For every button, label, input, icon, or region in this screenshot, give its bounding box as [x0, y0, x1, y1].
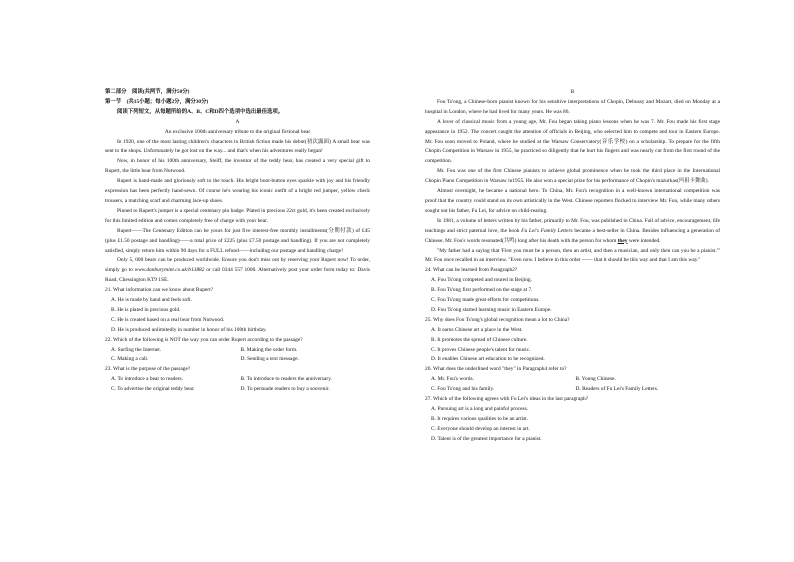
answer-option[interactable]: C. To advertise the original teddy bear. — [111, 386, 195, 393]
question-list — [105, 286, 370, 395]
right-column — [425, 88, 720, 445]
instruction: 阅读下列短文，从每题所给的A、B、C和D四个选项中选出最佳选项。 — [117, 108, 284, 115]
question-stem: 21. What information can we know about Rupert? — [105, 287, 213, 294]
answer-option[interactable]: C. Everyone should develop an interest in art. — [431, 425, 530, 432]
answer-option[interactable]: B. To introduce to readers the anniversary. — [240, 376, 332, 383]
paragraph: Mr. Fou was one of the first Chinese pianists to achieve global prominence when he took the third place in the International Chopin Piano Competition in Warsaw in1955. He also won a special prize for his performance of Chopin's mazurkas(玛祖卡舞曲). — [425, 168, 720, 185]
answer-option[interactable]: D. Sending a text message. — [240, 356, 299, 363]
answer-option[interactable]: D. It enables Chinese art education to be recognized. — [431, 356, 545, 363]
paragraph: Pinned to Rupert's jumper is a special centenary pin badge. Plated in precious 22ct gold, it's been created exclusively for this limited edition and comes completely free of charge with your bear. — [105, 207, 370, 224]
answer-option[interactable]: B. Fou Ts'ong first performed on the stage at 7. — [431, 287, 533, 294]
order-url: www.danburymint.co.uk/b13882 — [134, 267, 205, 274]
paragraph: Rupert——The Centenary Edition can be yours for just five interest-free monthly installments(分期付款) of £45 (plus £1.50 postage and handling)——a total price of £225 (plus £7.50 postage and handling). If you are not completely satisfied, simply return him within 90 days for a FULL refund——including our postage and handling charge! — [105, 227, 370, 254]
paragraph-text: Only 5, 000 bears can be produced worldwide. Ensure you don't miss out by reserving your Rupert now! To order, simply go to — [105, 257, 370, 274]
answer-option[interactable]: A. Surfing the Internet. — [111, 346, 162, 353]
paragraph: Rupert is hand-made and gloriously soft to the touch. His bright boot-button eyes sparkle with joy and his friendly expression has been perfectly hand-sewn. Of course he's wearing his iconic outfit of a bright red jumper, yellow check trousers, a matching scarf and charming lace-up shoes. — [105, 178, 370, 204]
paragraph-text: or call 0344 557 1000. Alternatively post your order form today to: Davis Road, Chessington KT9 1SE. — [105, 267, 370, 284]
underlined-word-they: they — [617, 237, 628, 244]
answer-option[interactable]: C. Fou Ts'ong and his family. — [431, 386, 495, 393]
sub-title: 第一节 (共15小题；每小题2分，满分30分) — [105, 98, 209, 105]
answer-option[interactable]: D. Fou Ts'ong started learning music in Eastern Europe. — [431, 306, 552, 313]
paragraph: Almost overnight, he became a national hero. To China, Mr. Fou's recognition in a well-known international competition was proof that the country could stand on its own artistically in the West. Chinese reporters flocked to interview Mr. Fou, while many others sought out his father, Fu Lei, for advice on child-rearing. — [425, 188, 720, 214]
answer-option[interactable]: B. Making the order form. — [240, 346, 298, 353]
answer-option[interactable]: D. He is produced unlimitedly in number in honor of his 100th birthday. — [111, 326, 267, 333]
option-row — [425, 385, 720, 395]
passage-letter-b: B — [570, 89, 575, 95]
answer-option[interactable]: A. To introduce a bear to readers. — [111, 376, 183, 383]
passage-letter-a: A — [235, 118, 240, 125]
question-stem: 24. What can be learned from Paragraph2? — [425, 267, 518, 274]
answer-option[interactable]: D. Readers of Fu Lei's Family Letters. — [575, 386, 659, 393]
answer-option[interactable]: A. Mr. Fou's words. — [431, 376, 474, 383]
answer-option[interactable]: A. Pursuing art is a long and painful process. — [431, 406, 529, 412]
question-stem: 26. What does the underlined word "they" in Paragraph4 refer to? — [425, 366, 567, 373]
answer-option[interactable]: B. It requires various qualities to be an artist. — [431, 415, 529, 422]
paragraph: Now, in honor of his 100th anniversary, Steiff, the inventor of the teddy bear, has created a very special gift to Rupert, the little bear from Nutwood. — [105, 158, 370, 175]
quote-paragraph: "My father had a saying that 'First you must be a person, then an artist, and then a musician, and only then can you be a pianist.'" Mr. Fou once recalled in an interview. "Even now. I believe in this order —— that it should be this way and that I am this way." — [425, 247, 720, 264]
section-title: 第二部分 阅读(共两节，满分50分) — [105, 89, 190, 95]
paragraph: A lover of classical music from a young age, Mr. Fou began taking piano lessons when he was 7. Mr. Fou made his first stage appearance in 1952. The concert caught the attention of officials in Beijing, who selected him to compete and tour in Eastern Europe. Mr. Fou soon moved to Poland, where he studied at the Warsaw Conservatory(音乐学校) on a scholarship. To prepare for the fifth Chopin Competition in Warsaw in 1955, he practiced so diligently that he hurt his fingers and was nearly cut from the first round of the competition. — [425, 118, 720, 165]
question-stem: 23. What is the purpose of the passage? — [105, 366, 191, 373]
book-title: Fu Lei's Family Letters — [521, 227, 573, 234]
answer-option[interactable]: A. Fou Ts'ong competed and toured in Beijing. — [431, 277, 532, 284]
answer-option[interactable]: B. It promotes the spread of Chinese culture. — [431, 336, 528, 343]
question-list — [425, 266, 720, 444]
answer-option[interactable]: A. He is made by hand and feels soft. — [111, 297, 192, 304]
answer-option[interactable]: A. It earns Chinese art a place in the West. — [431, 326, 523, 333]
paragraph — [105, 256, 370, 286]
option-row — [105, 375, 370, 385]
answer-option[interactable]: D. To persuade readers to buy a souvenir. — [240, 386, 330, 393]
answer-option[interactable]: B. Young Chinese. — [575, 376, 616, 383]
answer-option[interactable]: B. He is plated in precious gold. — [111, 306, 181, 313]
passage-title: An exclusive 100th anniversary tribute to the original fictional bear — [164, 128, 311, 135]
paragraph — [425, 217, 720, 247]
question-stem: 25. Why does Fou Ts'ong's global recognition mean a lot to China? — [425, 316, 570, 323]
left-column — [105, 88, 370, 395]
option-row — [425, 375, 720, 385]
paragraph-text: became a best-seller in China. Besides influencing a generation of Chinese, Mr. Fou's words resonated(共鸣) long after his death with the person for whom they were intended. — [425, 227, 720, 244]
paragraph: In 1920, one of the most lasting children's characters in British fiction made his debut(初次露面) A small bear was sent to the shops. Unfortunately he got lost on the way... and that's when his adventures really began! — [105, 138, 370, 155]
option-row — [105, 346, 370, 356]
answer-option[interactable]: D. Talent is of the greatest importance for a pianist. — [431, 435, 542, 442]
paragraph-text: In 1981, a volume of letters written by his father, primarily to Mr. Fou, was published in China. Full of advice, encouragement, life teachings and strict paternal love, the book — [425, 217, 720, 234]
answer-option[interactable]: C. Making a call. — [111, 356, 149, 363]
answer-option[interactable]: C. It proves Chinese people's talent for music. — [431, 346, 531, 353]
option-row — [105, 385, 370, 395]
question-stem: 22. Which of the following is NOT the way you can order Rupert according to the passage? — [105, 336, 303, 343]
answer-option[interactable]: C. He is created based on a real bear from Nutwood. — [111, 316, 225, 323]
option-row — [105, 355, 370, 365]
answer-option[interactable]: C. Fou Ts'ong made great efforts for competitions. — [431, 297, 540, 304]
question-stem: 27. Which of the following agrees with Fu Lei's ideas in the last paragraph? — [425, 396, 589, 403]
paragraph: Fou Ts'ong, a Chinese-born pianist known for his sensitive interpretations of Chopin, Debussy and Mozart, died on Monday at a hospital in London, where he had lived for many years. He was 86. — [425, 98, 720, 115]
